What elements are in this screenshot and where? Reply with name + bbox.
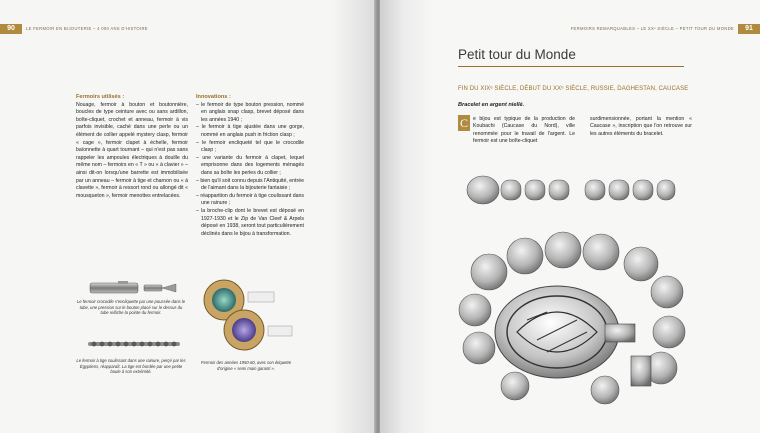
section-subtitle: FIN DU XIXᵉ SIÈCLE, DÉBUT DU XXᵉ SIÈCLE, RUSSIE, DAGHESTAN, CAUCASE	[458, 86, 689, 92]
caption-ring-clasps: Fermoir des années 1950-60, avec son étiquette d'origine « semi main garanti ».	[200, 360, 292, 371]
list-item: – le fermoir encliqueté tel que le crocodile clasp ;	[196, 139, 304, 154]
list-item: – réapparition du fermoir à tige coulissant dans une rainure ;	[196, 192, 304, 207]
left-page	[0, 0, 376, 433]
title-rule	[458, 66, 684, 67]
page-number-left: 90	[0, 24, 22, 34]
list-item: – bien qu'il soit connu depuis l'Antiquité, entrée de l'aimant dans la bijouterie fantaisie ;	[196, 177, 304, 192]
drop-cap: C	[459, 116, 468, 130]
page-number-right: 91	[738, 24, 760, 34]
ring-clasps-photo	[196, 276, 296, 354]
list-item: – une variante du fermoir à clapet, lequel emprisonne dans des logements ménagés dans sa boîte les perles du collier ;	[196, 154, 304, 176]
list-item: – le fermoir de type bouton pression, nommé en anglais snap clasp, brevet déposé dans les années 1940 ;	[196, 101, 304, 123]
silver-bracelet-photo	[455, 160, 690, 420]
innovations-list	[196, 102, 304, 239]
caption-crocodile-clasp: Le fermoir crocodile s'encliquette par une poussée dans le tube, une pression sur le bouton placé sur le dessus du tube relâche la pointe du fermoir.	[76, 299, 186, 316]
sliding-clasp-photo	[86, 338, 182, 350]
running-head-right: FERMOIRS REMARQUABLES – LE XXᵉ SIÈCLE – PETIT TOUR DU MONDE	[570, 26, 734, 31]
running-head-left: LE FERMOIR EN BIJOUTERIE – 4 000 ANS D'HISTOIRE	[26, 26, 148, 31]
list-item: – la broche-clip dont le brevet est déposé en 1927-1930 et le Zip de Van Cleef & Arpels déposé en 1938, seront tout particulièrement déclinés dans le bijou à transformation.	[196, 207, 304, 237]
text-fermoirs: Nouage, fermoir à bouton et boutonnière, boucles de type ceinture avec ou sans ardillon, boîte-cliquet, crochet et anneau, fermoir à vis parfois invisible, caché dans une perle ou un élément de collier appelé mystery clasp, fermoir « cage », fermoir clapet à échelle, fermoir baïonnette à quart tournant – qui n'est pas sans rappeler les ampoules électriques à douille du même nom – fermoirs en « T » ou « à clavier » – ainsi dit-on lorsqu'une barrette est immobilisée par un anneau – fermoir à tige et charnon ou « à clavette », fermoir à ressort rond ou allongé dit « mousqueton », fermoir menottes entrelacées.	[76, 101, 188, 199]
heading-innovations: Innovations :	[196, 94, 231, 100]
item-title: Bracelet en argent niellé.	[458, 102, 525, 108]
caption-sliding-clasp: Le fermoir à tige coulissant dans une rainure, perçé par les Égyptiens, réapparaît. La tige est bordée par une petite boule à son extrémité.	[76, 358, 186, 375]
left-header	[0, 24, 160, 34]
crocodile-clasp-photo	[88, 279, 180, 297]
body-text-col1: e bijou est typique de la production de Koubachi (Caucase du Nord), ville renommée pour le travail de l'argent. Le fermoir est une boîte-cliquet	[473, 116, 575, 145]
page-title: Petit tour du Monde	[458, 47, 576, 62]
body-text-col2: surdimensionnée, portant la mention « Caucase », inscription que l'on retrouve sur les autres éléments du bracelet.	[590, 116, 692, 137]
right-header	[570, 24, 760, 34]
heading-fermoirs: Fermoirs utilisés :	[76, 94, 125, 100]
column-innovations	[196, 94, 304, 238]
column-fermoirs	[76, 94, 188, 200]
list-item: – le fermoir à tige ajustée dans une gorge, nommé en anglais push in friction clasp ;	[196, 124, 304, 138]
